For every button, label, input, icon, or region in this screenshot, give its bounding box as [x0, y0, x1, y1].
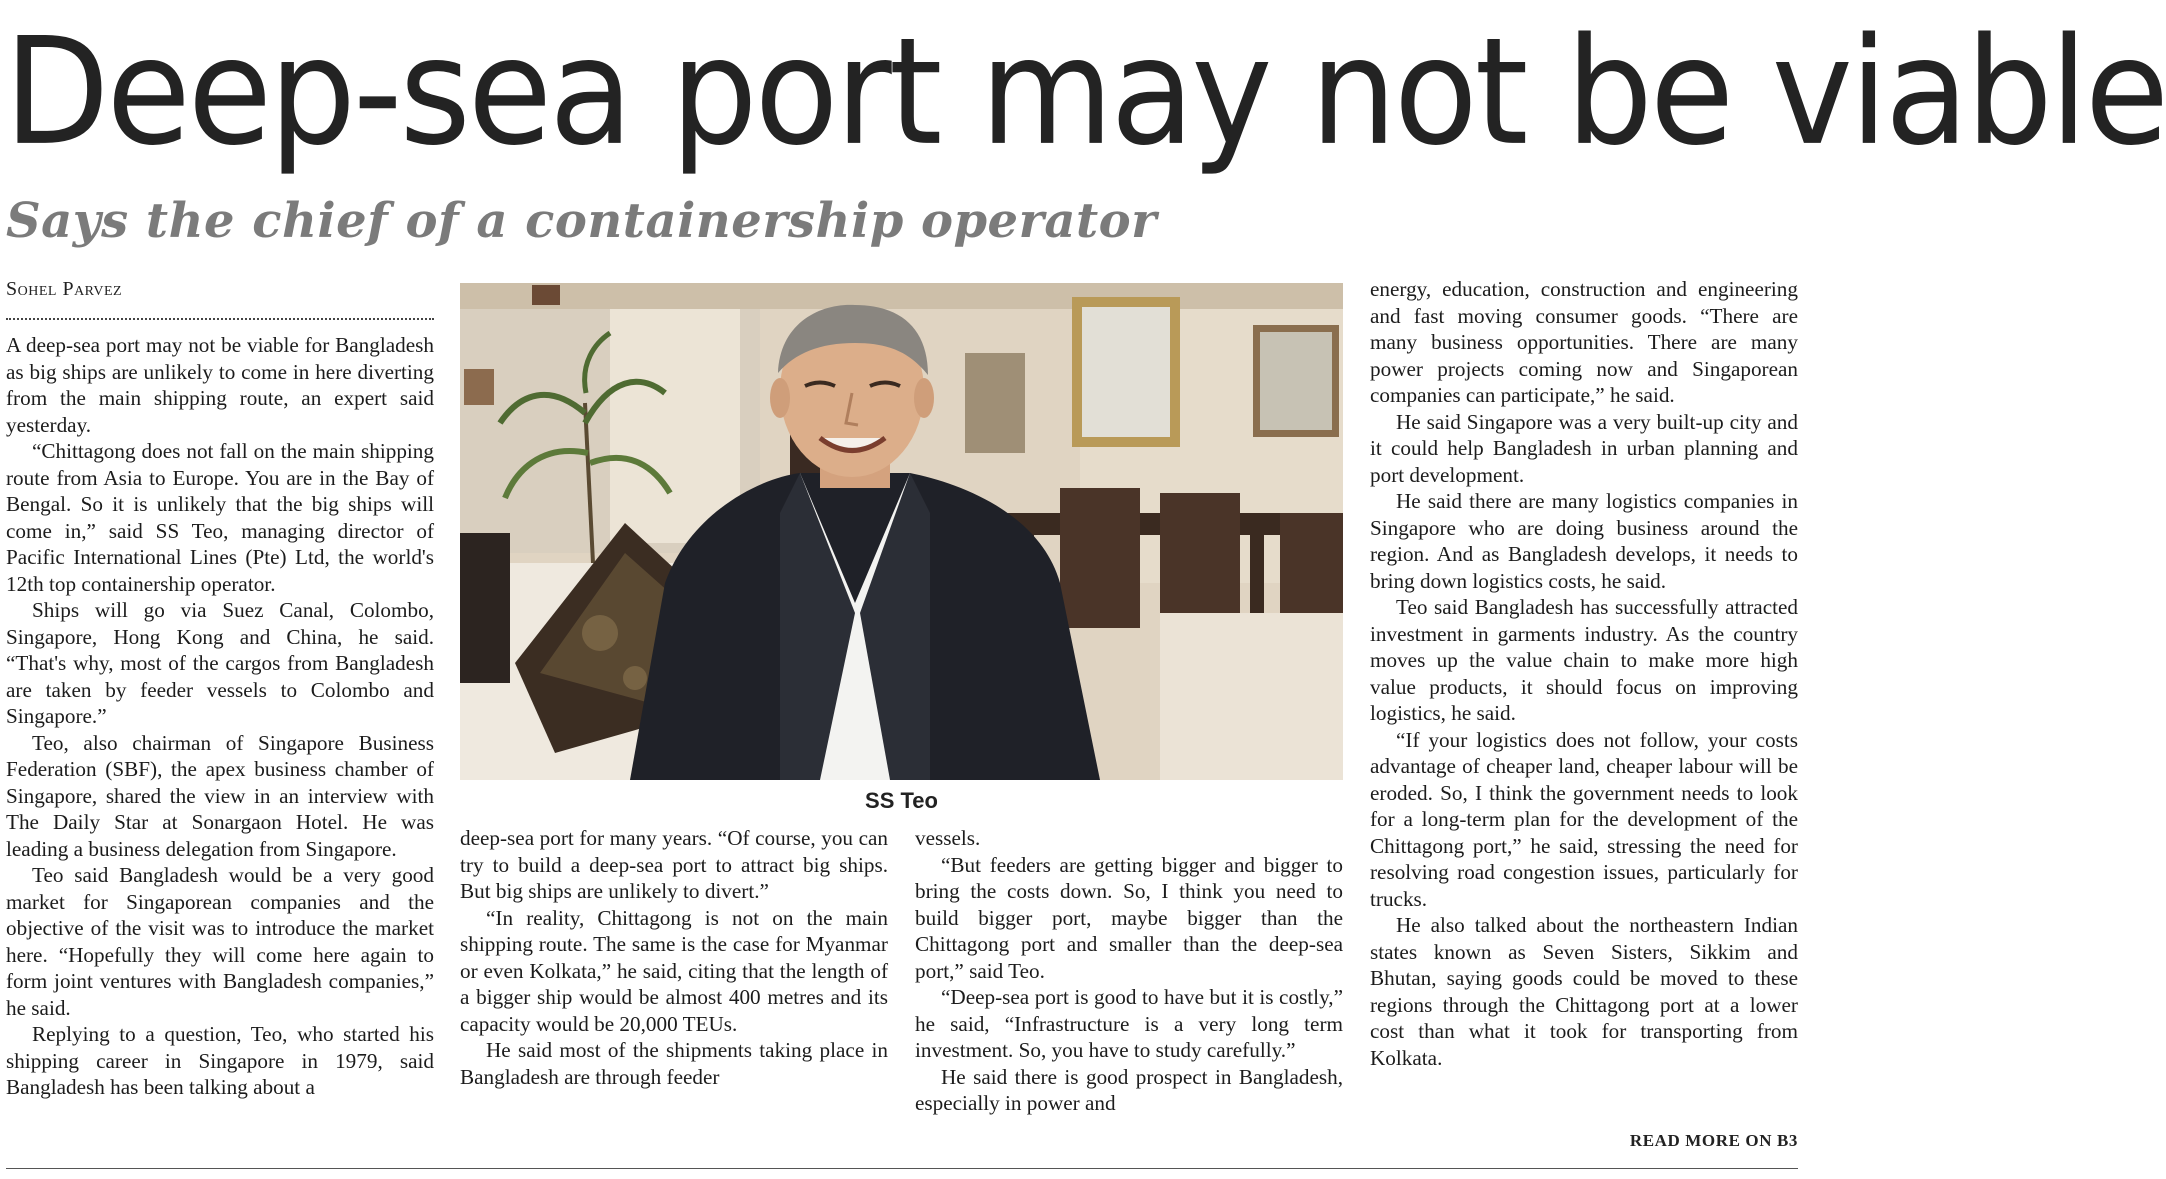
- paragraph: He said most of the shipments taking place in Bangladesh are through feeder: [460, 1038, 888, 1089]
- article-column-2: [460, 825, 888, 1155]
- paragraph: Teo said Bangladesh has successfully attracted investment in garments industry. As the country moves up the value chain to make more high value products, it should focus on improving logistics, he said.: [1370, 595, 1798, 725]
- article-column-4: [1370, 276, 1798, 1136]
- byline: Sohel Parvez: [6, 278, 123, 300]
- paragraph: Teo said Bangladesh would be a very good market for Singaporean companies and the objective of the visit was to introduce the market here. “Hopefully they will come here again to form joint ventures with Bangladesh companies,” he said.: [6, 863, 434, 1020]
- photo-ss-teo: [460, 283, 1343, 780]
- bottom-divider: [6, 1168, 1798, 1169]
- paragraph: “Deep-sea port is good to have but it is costly,” he said, “Infrastructure is a very long term investment. So, you have to study carefully.”: [915, 985, 1343, 1062]
- paragraph: “In reality, Chittagong is not on the main shipping route. The same is the case for Myanmar or even Kolkata,” he said, citing that the length of a bigger ship would be almost 400 metres and its capacity would be 20,000 TEUs.: [460, 905, 888, 1036]
- paragraph: He also talked about the northeastern Indian states known as Seven Sisters, Sikkim and Bhutan, saying goods could be moved to these regions through the Chittagong port at a lower cost than what it took for transporting from Kolkata.: [1370, 913, 1798, 1070]
- byline-divider: [6, 318, 434, 320]
- paragraph: Teo, also chairman of Singapore Business Federation (SBF), the apex business chamber of Singapore, shared the view in an interview with The Daily Star at Sonargaon Hotel. He was leading a business delegation from Singapore.: [6, 730, 434, 861]
- article-column-3: [915, 825, 1343, 1155]
- paragraph: A deep-sea port may not be viable for Bangladesh as big ships are unlikely to come in here diverting from the main shipping route, an expert said yesterday.: [6, 333, 434, 437]
- paragraph: “If your logistics does not follow, your costs advantage of cheaper land, cheaper labour will be eroded. So, I think the government needs to look for a long-term plan for the development of the Chittagong port,” he said, stressing the need for resolving road congestion issues, particularly for trucks.: [1370, 727, 1798, 911]
- read-more-link[interactable]: READ MORE ON B3: [1629, 1131, 1798, 1150]
- paragraph: vessels.: [915, 826, 981, 850]
- photo-caption: SS Teo: [865, 788, 938, 813]
- subheadline: Says the chief of a containership operator: [6, 193, 1157, 249]
- article-column-1: [6, 332, 434, 1152]
- paragraph: deep-sea port for many years. “Of course, you can try to build a deep-sea port to attract big ships. But big ships are unlikely to divert.”: [460, 826, 888, 903]
- paragraph: Ships will go via Suez Canal, Colombo, Singapore, Hong Kong and China, he said. “That's why, most of the cargos from Bangladesh are taken by feeder vessels to Colombo and Singapore.”: [6, 598, 434, 728]
- paragraph: He said there is good prospect in Bangladesh, especially in power and: [915, 1064, 1343, 1115]
- paragraph: “Chittagong does not fall on the main shipping route from Asia to Europe. You are in the Bay of Bengal. So it is unlikely that the big ships will come in,” said SS Teo, managing director of Pacific International Lines (Pte) Ltd, the world's 12th top containership operator.: [6, 439, 434, 596]
- paragraph: Replying to a question, Teo, who started his shipping career in Singapore in 1979, said Bangladesh has been talking about a: [6, 1022, 434, 1099]
- paragraph: He said there are many logistics companies in Singapore who are doing business around the region. And as Bangladesh develops, it needs to bring down logistics costs, he said.: [1370, 489, 1798, 593]
- paragraph: He said Singapore was a very built-up city and it could help Bangladesh in urban planning and port development.: [1370, 409, 1798, 487]
- paragraph: energy, education, construction and engineering and fast moving consumer goods. “There are many business opportunities. There are many power projects coming now and Singaporean companies can participate,” he said.: [1370, 277, 1798, 407]
- headline: Deep-sea port may not be viable: [4, 6, 2166, 179]
- paragraph: “But feeders are getting bigger and bigger to bring the costs down. So, I think you need to build bigger port, maybe bigger than the Chittagong port and smaller than the deep-sea port,” said Teo.: [915, 852, 1343, 983]
